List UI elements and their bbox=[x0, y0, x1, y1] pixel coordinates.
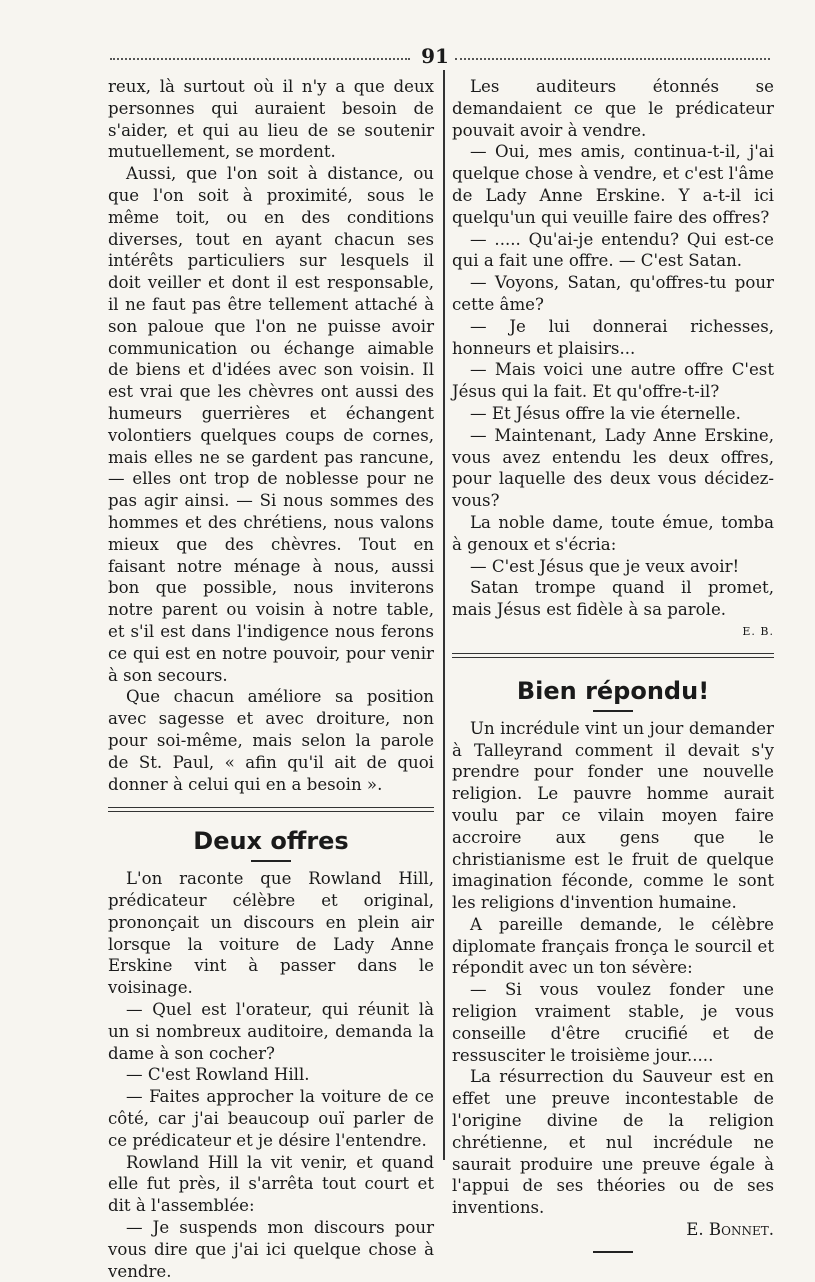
right-paragraph: — C'est Jésus que je veux avoir! bbox=[470, 556, 740, 576]
right-paragraph: — Maintenant, Lady Anne Erskine, vous avez entendu les deux offres, pour laquelle des deux vous décidez-vous? bbox=[452, 425, 774, 511]
title-separator bbox=[593, 710, 633, 712]
article-paragraph: — Je suspends mon discours pour vous dire que j'ai ici quelque chose à vendre. bbox=[108, 1218, 434, 1281]
article-paragraph: — Si vous voulez fonder une religion vraiment stable, je vous conseille d'être crucifié et de ressusciter le troisième jour..... bbox=[452, 980, 774, 1065]
article-paragraph: — Quel est l'orateur, qui réunit là un si nombreux auditoire, demanda la dame à son cocher? bbox=[108, 1000, 434, 1063]
signature-bonnet: E. Bonnet. bbox=[686, 1220, 774, 1240]
signature-eb: E. B. bbox=[742, 624, 774, 638]
article-paragraph: L'on raconte que Rowland Hill, prédicateur célèbre et original, prononçait un discours en plein air lorsque la voiture de Lady Anne Erskine vint à passer dans le voisinage. bbox=[108, 869, 434, 998]
page-header bbox=[110, 44, 770, 70]
page-number: 91 bbox=[421, 44, 449, 68]
right-paragraph: Satan trompe quand il promet, mais Jésus est fidèle à sa parole. bbox=[452, 578, 774, 620]
right-paragraph: — Et Jésus offre la vie éternelle. bbox=[470, 403, 741, 423]
right-paragraph: — Oui, mes amis, continua-t-il, j'ai quelque chose à vendre, et c'est l'âme de Lady Anne Erskine. Y a-t-il ici quelqu'un qui veuille faire des offres? bbox=[452, 142, 774, 227]
right-paragraph: — Je lui donnerai richesses, honneurs et plaisirs... bbox=[452, 316, 774, 358]
article-paragraph: — Faites approcher la voiture de ce côté, car j'ai beaucoup ouï parler de ce prédicateur et je désire l'entendre. bbox=[108, 1087, 434, 1150]
right-paragraph: La noble dame, toute émue, tomba à genoux et s'écria: bbox=[452, 512, 774, 554]
left-column bbox=[108, 76, 434, 1282]
right-paragraph: — ..... Qu'ai-je entendu? Qui est-ce qui a fait une offre. — C'est Satan. bbox=[452, 229, 774, 271]
closing-separator bbox=[593, 1251, 633, 1253]
left-paragraph: Aussi, que l'on soit à distance, ou que l'on soit à proximité, sous le même toit, ou en des conditions diverses, tout en ayant chacun ses intérêts particuliers sur lesquels il doit veiller et dont il est responsable, il ne faut pas être tellement attaché à son paloue que l'on ne puisse avoir communication ou échange aimable de biens et d'idées avec son voisin. Il est vrai que les chèvres ont aussi des humeurs guerrières et échangent volontiers quelques coups de cornes, mais elles ne se gardent pas rancune, — elles ont trop de noblesse pour ne pas agir ainsi. — Si nous sommes des hommes et des chrétiens, nous valons mieux que des chèvres. Tout en faisant notre ménage à nous, aussi bon que possible, nous inviterons notre parent ou voisin à notre table, et s'il est dans l'indigence nous ferons ce qui est en notre pouvoir, pour venir à son secours. bbox=[108, 164, 434, 685]
article-paragraph: Rowland Hill la vit venir, et quand elle fut près, il s'arrêta tout court et dit à l'assemblée: bbox=[108, 1152, 434, 1216]
title-separator bbox=[251, 860, 291, 862]
right-column bbox=[452, 76, 774, 1259]
column-divider bbox=[443, 70, 445, 1160]
header-rule-left bbox=[110, 58, 410, 60]
section-divider bbox=[452, 653, 774, 658]
article-paragraph: La résurrection du Sauveur est en effet une preuve incontestable de l'origine divine de la religion chrétienne, et nul incrédule ne saurait produire une preuve égale à l'appui de ses théories ou de ses inventions. bbox=[452, 1067, 774, 1218]
article-paragraph: — C'est Rowland Hill. bbox=[126, 1065, 310, 1085]
article-title-deux-offres: Deux offres bbox=[193, 827, 349, 856]
right-paragraph: Les auditeurs étonnés se demandaient ce que le prédicateur pouvait avoir à vendre. bbox=[452, 77, 774, 140]
article-title-bien-repondu: Bien répondu! bbox=[516, 676, 710, 705]
article-paragraph: A pareille demande, le célèbre diplomate français fronça le sourcil et répondit avec un ton sévère: bbox=[452, 914, 774, 978]
right-paragraph: — Mais voici une autre offre C'est Jésus qui la fait. Et qu'offre-t-il? bbox=[452, 360, 774, 402]
header-rule-right bbox=[455, 58, 770, 60]
left-paragraph: reux, là surtout où il n'y a que deux personnes qui auraient besoin de s'aider, et qui au lieu de se soutenir mutuellement, se mordent. bbox=[108, 77, 434, 162]
section-divider bbox=[108, 807, 434, 812]
article-paragraph: Un incrédule vint un jour demander à Talleyrand comment il devait s'y prendre pour fonder une nouvelle religion. Le pauvre homme aurait voulu par ce vilain moyen faire accroire aux gens que le christianisme est le fruit de quelque imagination féconde, comme le sont les religions d'invention humaine. bbox=[452, 718, 774, 913]
left-paragraph: Que chacun améliore sa position avec sagesse et avec droiture, non pour soi-même, mais selon la parole de St. Paul, « afin qu'il ait de quoi donner à celui qui en a besoin ». bbox=[108, 687, 434, 794]
right-paragraph: — Voyons, Satan, qu'offres-tu pour cette âme? bbox=[452, 273, 774, 314]
